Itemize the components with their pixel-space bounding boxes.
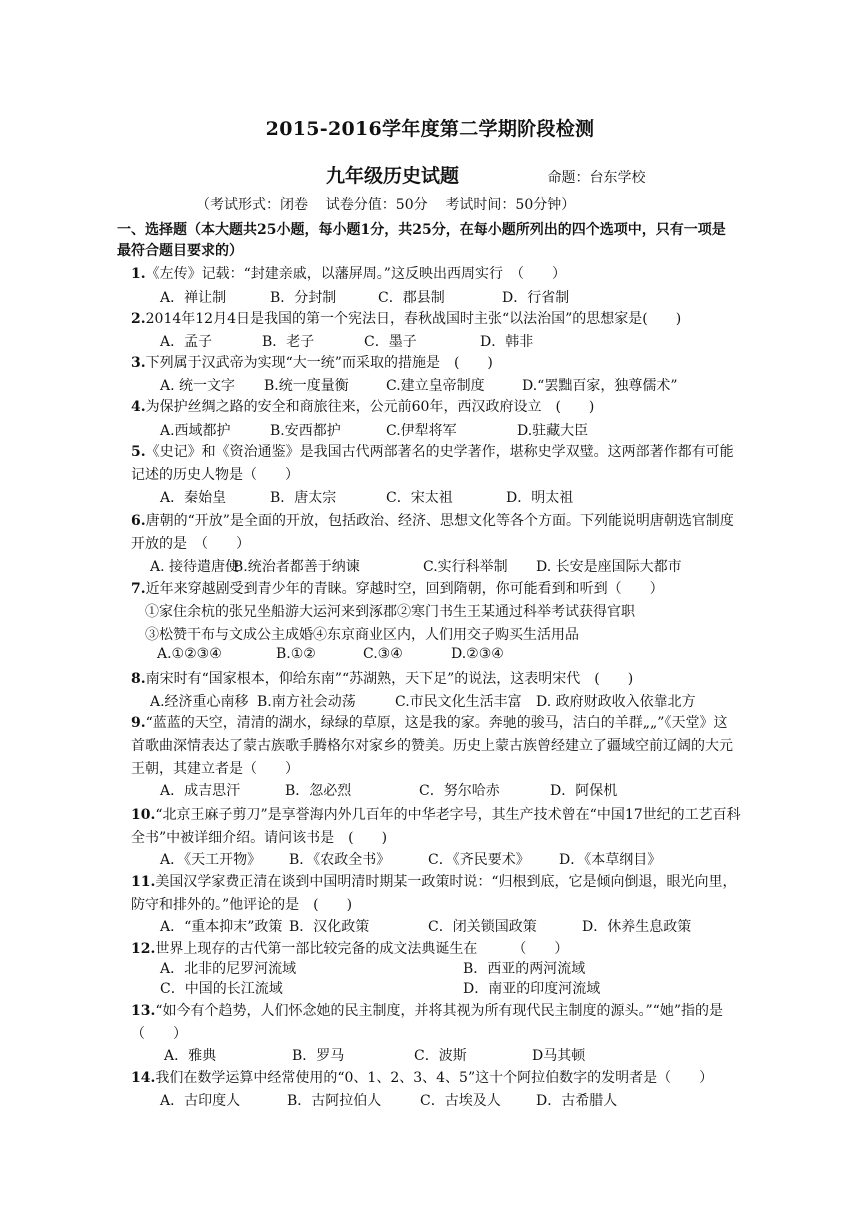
question-number: 3. (131, 355, 146, 371)
option-d: D．古希腊人 (536, 1093, 618, 1109)
question-6 (131, 510, 741, 556)
option-a: A．“重本抑末”政策 (160, 919, 283, 935)
question-9 (131, 712, 741, 781)
option-a: A.西域都护 (160, 423, 231, 439)
question-text: “蓝蓝的天空，清清的湖水，绿绿的草原，这是我的家。奔驰的骏马，洁白的羊群„„”《天堂》这首歌曲深情表达了蒙古族歌手腾格尔对家乡的赞美。历史上蒙古族曾经建立了疆域空前辽阔的大元王朝，其建立者是（ ） (131, 715, 733, 777)
question-number: 6. (131, 513, 146, 529)
option-d: D.驻藏大臣 (517, 423, 589, 439)
question-10 (131, 804, 741, 850)
option-b: B．分封制 (270, 290, 337, 306)
question-number: 1. (131, 266, 146, 282)
option-c: C．闭关锁国政策 (428, 919, 537, 935)
section-instruction: （本大题共25小题，每小题1分，共25分，在每小题所列出的四个选项中，只有一项是最符合题目要求的） (117, 222, 726, 259)
question-statement: ①家住余杭的张兄坐船游大运河来到涿郡②寒门书生王某通过科举考试获得官职 (145, 604, 635, 620)
option-b: B．西亚的两河流域 (463, 961, 586, 977)
option-c: C.伊犁将军 (386, 423, 457, 439)
option-a: A．《天工开物》 (160, 852, 262, 868)
option-d: D. 政府财政收入依靠北方 (536, 694, 696, 710)
question-number: 2. (131, 311, 146, 327)
question-3 (131, 352, 741, 375)
option-a: A．禅让制 (160, 290, 227, 306)
question-text: 为保护丝绸之路的安全和商旅往来，公元前60年，西汉政府设立 ( ) (145, 399, 595, 415)
question-text: “如今有个趋势，人们怀念她的民主制度，并将其视为所有现代民主制度的源头。”“她”指的是（ ） (131, 1003, 723, 1042)
option-b: B．《农政全书》 (289, 852, 391, 868)
subtitle-row (326, 161, 645, 188)
question-text: 近年来穿越剧受到青少年的青睐。穿越时空，回到隋朝，你可能看到和听到（ ） (145, 581, 664, 597)
option-c: C．《齐民要术》 (428, 852, 530, 868)
question-text: 南宋时有“国家根本，仰给东南”“苏湖熟，天下足”的说法，这表明宋代 ( ) (145, 671, 634, 687)
question-4 (131, 396, 741, 419)
option-b: B．古阿拉伯人 (287, 1093, 382, 1109)
option-d: D.“罢黜百家，独尊儒术” (522, 378, 678, 394)
option-a: A.①②③④ (157, 646, 222, 662)
question-number: 11. (131, 874, 156, 890)
question-statement: ③松赞干布与文成公主成婚④东京商业区内，人们用交子购买生活用品 (145, 627, 579, 643)
question-text: 唐朝的“开放”是全面的开放，包括政治、经济、思想文化等各个方面。下列能说明唐朝选官制度开放的是 （ ） (131, 513, 734, 552)
option-a: A．成吉思汗 (160, 783, 241, 799)
option-b: B．唐太宗 (270, 490, 337, 506)
option-c: C．努尔哈赤 (419, 783, 500, 799)
option-d: D. 长安是座国际大都市 (536, 559, 682, 575)
option-a: A．古印度人 (160, 1093, 241, 1109)
option-b: B.①② (276, 646, 316, 662)
question-text: 我们在数学运算中经常使用的“0、1、2、3、4、5”这十个阿拉伯数字的发明者是（ ） (155, 1070, 714, 1086)
option-d: D．明太祖 (506, 490, 574, 506)
option-c: C.建立皇帝制度 (386, 378, 485, 394)
option-d: D．阿保机 (550, 783, 618, 799)
page-title: 2015-2016学年度第二学期阶段检测 (265, 118, 595, 140)
option-b: B．老子 (262, 334, 315, 350)
option-a: A．北非的尼罗河流域 (160, 961, 297, 977)
question-number: 12. (131, 941, 156, 957)
exam-subject-title: 九年级历史试题 (326, 165, 460, 187)
option-d: D．韩非 (480, 334, 534, 350)
option-c: C．古埃及人 (420, 1093, 501, 1109)
question-14 (131, 1067, 741, 1090)
option-c: C．宋太祖 (386, 490, 453, 506)
question-number: 10. (131, 807, 156, 823)
option-a: A. 接待遣唐使 (150, 559, 240, 575)
option-c: C．郡县制 (378, 290, 445, 306)
option-c: C．中国的长江流域 (160, 981, 283, 997)
question-7 (131, 578, 741, 601)
option-c: C.③④ (363, 646, 403, 662)
option-c: C.实行科举制 (423, 559, 508, 575)
question-number: 14. (131, 1070, 156, 1086)
question-1 (131, 263, 741, 286)
option-d: D．休养生息政策 (582, 919, 692, 935)
question-number: 4. (131, 399, 146, 415)
question-13 (131, 1000, 741, 1046)
exam-info: （考试形式：闭卷 试卷分值：50分 考试时间：50分钟） (196, 197, 576, 213)
option-d: D．行省制 (502, 290, 570, 306)
option-c: C.市民文化生活丰富 (395, 694, 522, 710)
option-d: D．《本草纲目》 (559, 852, 662, 868)
option-d: D.②③④ (451, 646, 504, 662)
question-text: 世界上现存的古代第一部比较完备的成文法典诞生在 （ ） (155, 941, 569, 957)
option-b: B.统一度量衡 (264, 378, 349, 394)
author-note: 命题：台东学校 (547, 170, 646, 186)
question-11 (131, 871, 741, 917)
option-b: B．罗马 (292, 1048, 345, 1064)
question-number: 8. (131, 671, 146, 687)
question-text: “北京王麻子剪刀”是享誉海内外几百年的中华老字号，其生产技术曾在“中国17世纪的工艺百科全书”中被详细介绍。请问该书是 ( ) (131, 807, 741, 846)
option-a: A．孟子 (160, 334, 213, 350)
option-b: B．忽必烈 (285, 783, 352, 799)
question-number: 13. (131, 1003, 156, 1019)
option-c: C．波斯 (414, 1048, 467, 1064)
question-number: 9. (131, 715, 146, 731)
option-a: A. 统一文字 (160, 378, 236, 394)
section-title: 一、选择题 (117, 222, 187, 238)
section-heading (117, 220, 737, 262)
question-text: 美国汉学家费正清在谈到中国明清时期某一政策时说：“归根到底，它是倾向倒退，眼光向里，防守和排外的。”他评论的是 ( ) (131, 874, 737, 913)
question-text: 2014年12月4日是我国的第一个宪法日，春秋战国时主张“以法治国”的思想家是( ) (145, 311, 682, 327)
option-b: B.统治者都善于纳谏 (233, 559, 360, 575)
option-d: D．南亚的印度河流域 (463, 981, 601, 997)
option-b: B．汉化政策 (289, 919, 370, 935)
question-number: 7. (131, 581, 146, 597)
question-text: 《左传》记载：“封建亲戚，以藩屏周。”这反映出西周实行 （ ） (145, 266, 566, 282)
option-a: A．雅典 (164, 1048, 217, 1064)
question-text: 《史记》和《资治通鉴》是我国古代两部著名的史学著作，堪称史学双璧。这两部著作都有可能记述的历史人物是（ ） (131, 444, 734, 483)
option-d: D马其顿 (532, 1048, 586, 1064)
question-5 (131, 441, 741, 487)
question-text: 下列属于汉武帝为实现“大一统”而采取的措施是 ( ) (145, 355, 493, 371)
question-2 (131, 308, 741, 331)
option-a: A．秦始皇 (160, 490, 227, 506)
option-b: B.安西都护 (270, 423, 341, 439)
option-a: A.经济重心南移 (150, 694, 249, 710)
question-8 (131, 668, 741, 691)
question-number: 5. (131, 444, 146, 460)
option-c: C．墨子 (364, 334, 417, 350)
option-b: B.南方社会动荡 (257, 694, 356, 710)
